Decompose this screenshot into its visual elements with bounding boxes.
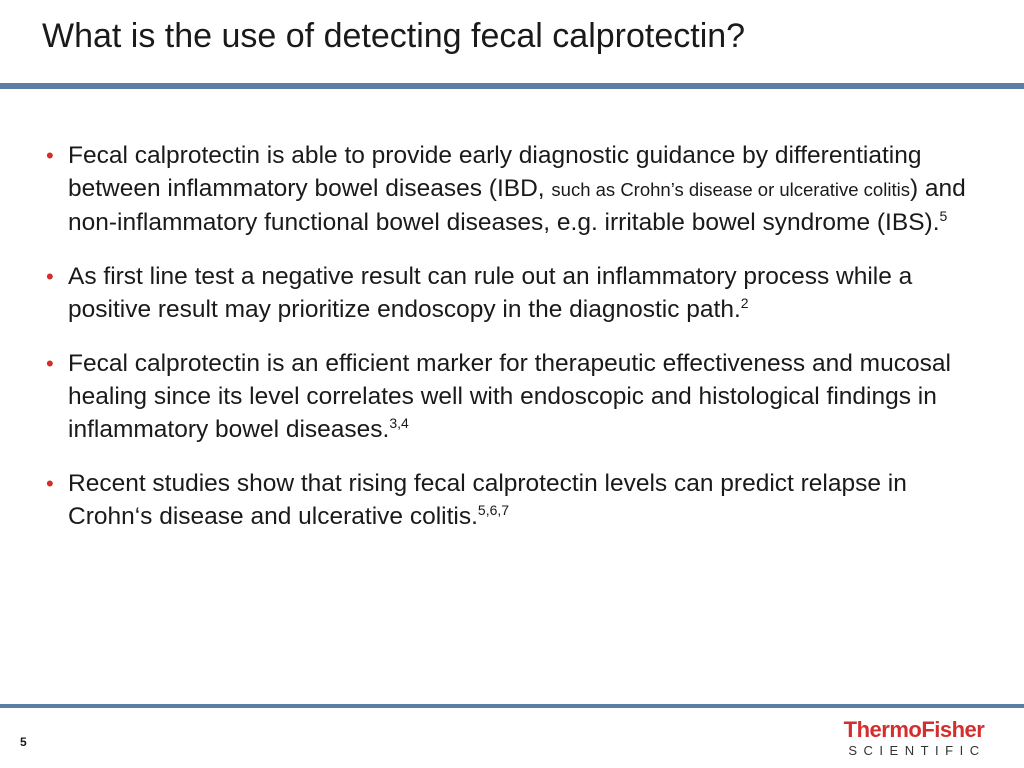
bullet-item-3 [46, 347, 982, 446]
bullet-list [46, 139, 982, 554]
citation-superscript: 5,6,7 [477, 502, 510, 518]
bullet-marker: • [46, 264, 54, 289]
bullet-marker: • [46, 143, 54, 168]
bullet-item-2 [46, 260, 982, 326]
bullet-text: Fecal calprotectin is an efficient marker for therapeutic effectiveness and mucosal healing since its level correlates well with endoscopic and histological findings in inflammatory bowel diseases. [68, 350, 951, 443]
logo-wordmark: ThermoFisher [843, 717, 985, 742]
bullet-text: Fecal calprotectin is able to provide early diagnostic guidance by differentiating between inflammatory bowel diseases (IBD, [68, 142, 922, 202]
citation-superscript: 2 [740, 295, 749, 311]
bullet-item-4 [46, 467, 982, 533]
logo-subtitle: SCIENTIFIC [848, 743, 986, 758]
bullet-text: ) and non-inflammatory functional bowel diseases, e.g. irritable bowel syndrome (IBS). [68, 175, 966, 236]
bullet-item-1 [46, 139, 982, 239]
thermo-fisher-logo [834, 718, 994, 760]
bullet-text: As first line test a negative result can rule out an inflammatory process while a positive result may prioritize endoscopy in the diagnostic path. [68, 263, 913, 323]
citation-superscript: 5 [939, 208, 948, 224]
bullet-text-small: such as Crohn’s disease or ulcerative colitis [551, 179, 910, 200]
page-number: 5 [20, 735, 27, 749]
footer-divider [0, 704, 1024, 708]
header-divider [0, 83, 1024, 89]
citation-superscript: 3,4 [389, 415, 409, 431]
bullet-marker: • [46, 471, 54, 496]
bullet-marker: • [46, 351, 54, 376]
bullet-text: Recent studies show that rising fecal calprotectin levels can predict relapse in Crohn‘s disease and ulcerative colitis. [68, 470, 907, 530]
slide-title: What is the use of detecting fecal calprotectin? [42, 17, 746, 55]
